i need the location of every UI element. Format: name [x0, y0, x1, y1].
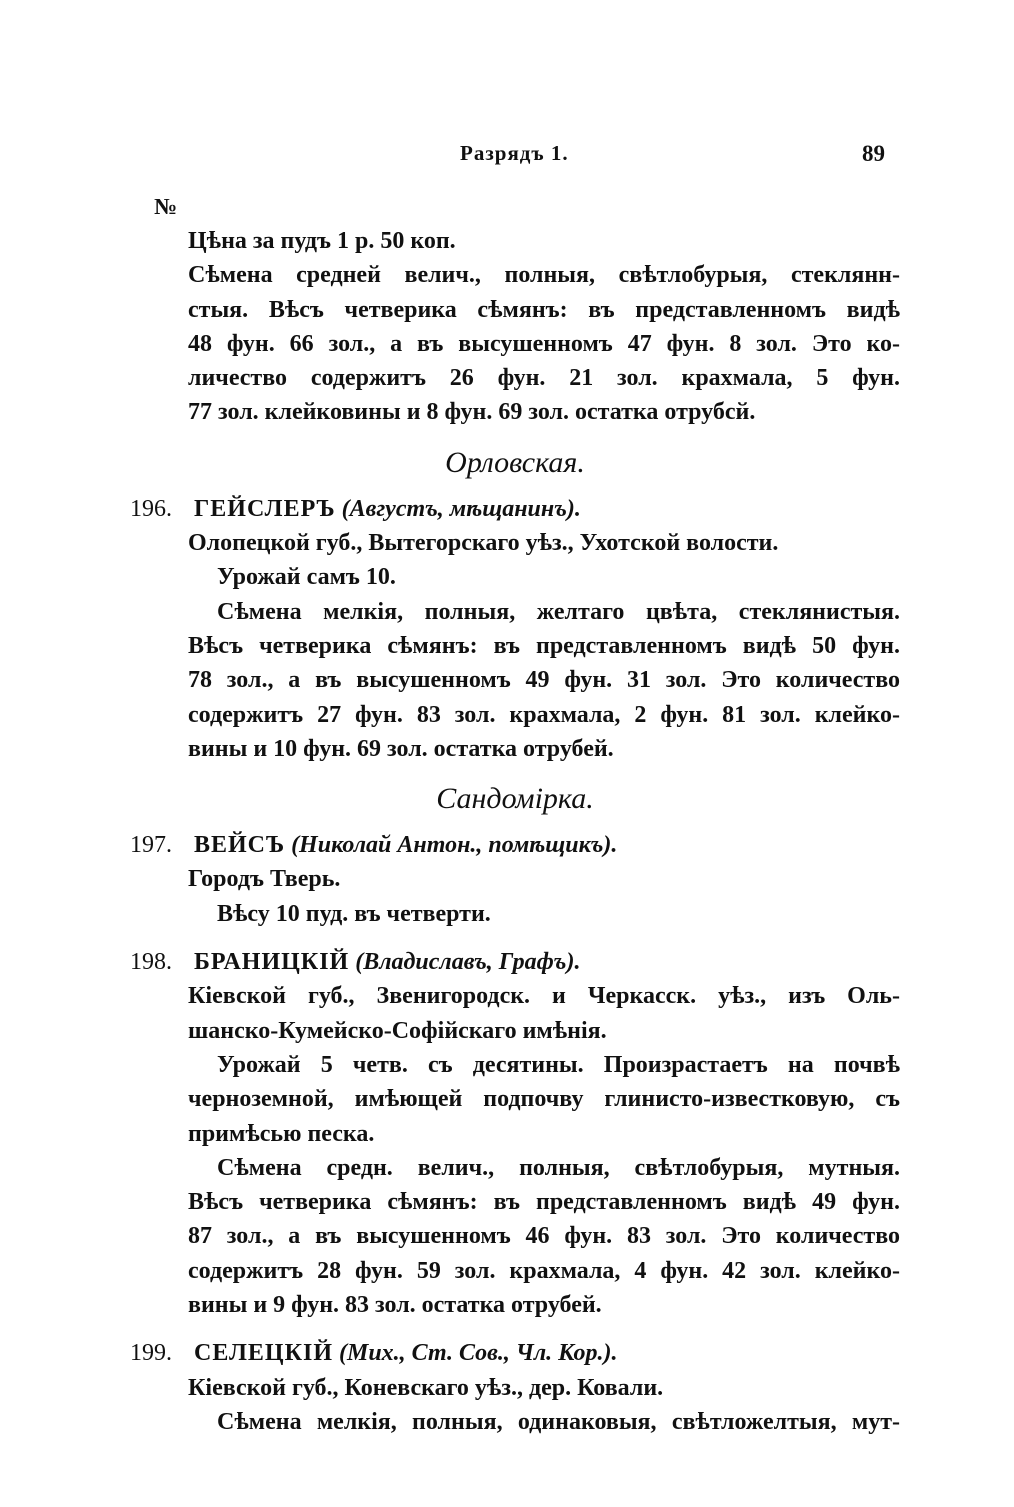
entry-line: Сѣмена мелкія, полныя, желтаго цвѣта, стеклянистыя.: [217, 598, 900, 625]
intro-line: стыя. Вѣсъ четверика сѣмянъ: въ представленномъ видѣ: [188, 296, 900, 323]
entry-note: Урожай 5 четв. съ десятины. Произрастаетъ на почвѣ: [217, 1051, 900, 1078]
intro-line: 48 фун. 66 зол., а въ высушенномъ 47 фун. 8 зол. Это ко-: [188, 330, 900, 357]
entry-location: Кіевской губ., Звенигородск. и Черкасск. уѣз., изъ Оль-: [188, 983, 900, 1010]
number-mark: №: [154, 194, 178, 219]
entry-heading: [130, 1336, 900, 1370]
entry-name: ВЕЙСЪ: [194, 832, 286, 859]
intro-line: Сѣмена средней велич., полныя, свѣтлобурыя, стеклянн-: [188, 262, 900, 289]
entry-location: шанско-Кумейско-Софійскаго имѣнія.: [188, 1017, 607, 1044]
entry-number: 196.: [130, 495, 172, 522]
entry-note: примѣсью песка.: [188, 1120, 375, 1147]
entry-line: Сѣмена средн. велич., полныя, свѣтлобурыя, мутныя.: [217, 1154, 900, 1181]
entry-line: содержитъ 27 фун. 83 зол. крахмала, 2 фун. 81 зол. клейко-: [188, 701, 900, 728]
entry-line: Сѣмена мелкія, полныя, одинаковыя, свѣтложелтыя, мут-: [217, 1408, 900, 1435]
section-heading: Орловская.: [445, 445, 585, 479]
entry-number: 197.: [130, 832, 172, 859]
entry-note: Урожай самъ 10.: [217, 564, 396, 591]
entry-location: Городъ Тверь.: [188, 866, 341, 893]
entry-gap: [130, 1322, 900, 1336]
entry-name: ГЕЙСЛЕРЪ: [194, 495, 336, 522]
entry-line: 78 зол., а въ высушенномъ 49 фун. 31 зол. Это количество: [188, 667, 900, 694]
entry-number: 198.: [130, 949, 172, 976]
entry-description: (Николай Антон., помѣщикъ).: [291, 832, 618, 859]
entry-line: вины и 9 фун. 83 зол. остатка отрубей.: [188, 1292, 602, 1319]
entry-description: (Владиславъ, Графъ).: [355, 949, 581, 976]
page-number: 89: [862, 141, 885, 166]
intro-line: личество содержитъ 26 фун. 21 зол. крахмала, 5 фун.: [188, 365, 900, 392]
running-header: Разрядъ 1.: [460, 141, 569, 165]
page-body: [130, 224, 900, 1439]
entry-name: БРАНИЦКІЙ: [194, 949, 350, 976]
entry-location: Кіевской губ., Коневскаго уѣз., дер. Ковали.: [188, 1374, 664, 1401]
entry-description: (Августъ, мѣщанинъ).: [341, 495, 581, 522]
entry-note: черноземной, имѣющей подпочву глинисто-известковую, съ: [188, 1086, 900, 1113]
intro-line: 77 зол. клейковины и 8 фун. 69 зол. остатка отрубсй.: [188, 399, 756, 426]
entry-heading: [130, 492, 900, 526]
entry-line: Вѣсъ четверика сѣмянъ: въ представленномъ видѣ 50 фун.: [188, 632, 900, 659]
entry-line: вины и 10 фун. 69 зол. остатка отрубей.: [188, 735, 614, 762]
entry-line: 87 зол., а въ высушенномъ 46 фун. 83 зол. Это количество: [188, 1223, 900, 1250]
intro-price: Цѣна за пудъ 1 р. 50 коп.: [188, 228, 456, 254]
entry-note: Вѣсу 10 пуд. въ четверти.: [217, 900, 491, 927]
entry-gap: [130, 931, 900, 945]
entry-line: содержитъ 28 фун. 59 зол. крахмала, 4 фун. 42 зол. клейко-: [188, 1257, 900, 1284]
entry-heading: [130, 828, 900, 862]
section-heading: Сандомірка.: [436, 782, 594, 816]
entry-heading: [130, 945, 900, 979]
entry-description: (Мих., Ст. Сов., Чл. Кор.).: [339, 1340, 618, 1367]
entry-name: СЕЛЕЦКІЙ: [194, 1340, 333, 1367]
entry-number: 199.: [130, 1340, 172, 1367]
entry-location: Олопецкой губ., Вытегорскаго уѣз., Ухотской волости.: [188, 530, 779, 557]
entry-line: Вѣсъ четверика сѣмянъ: въ представленномъ видѣ 49 фун.: [188, 1189, 900, 1216]
